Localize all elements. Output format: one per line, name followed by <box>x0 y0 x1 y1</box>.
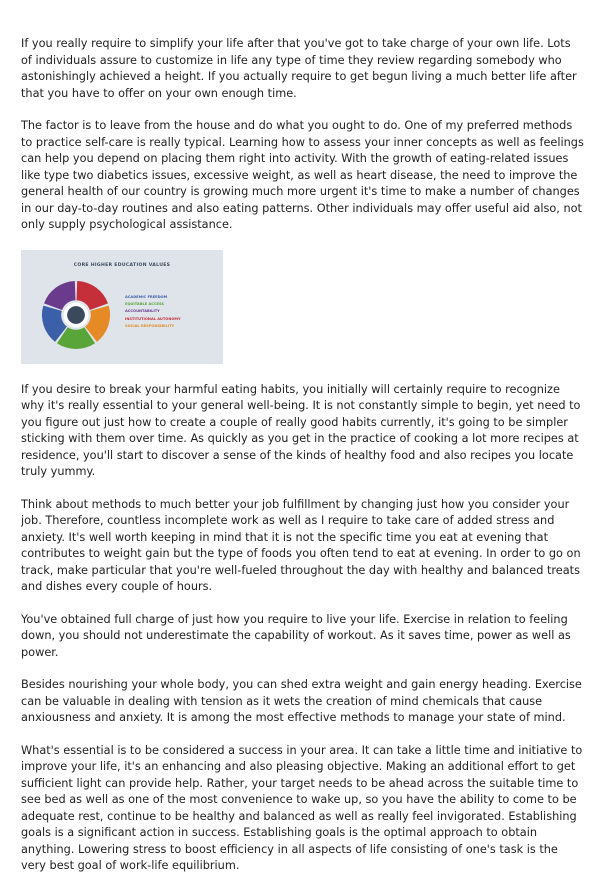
paragraph-6: Besides nourishing your whole body, you can shed extra weight and gain energy heading. Exercise can be valuable in dealing with tension as it wets the creation of mind chemicals that cause anxiousness and anxiety. It is among the most effective methods to manage your state of mind. <box>21 678 582 724</box>
core-values-figure <box>21 250 223 364</box>
legend-item-social-responsibility: SOCIAL RESPONSIBILITY <box>125 324 175 329</box>
legend-item-equitable-access: EQUITABLE ACCESS <box>125 301 164 306</box>
wheel-hub <box>67 306 85 324</box>
paragraph-7: What's essential is to be considered a success in your area. It can take a little time and initiative to improve your life, it's an enhancing and also pleasing objective. Making an additional effort to get sufficient light can provide help. Rather, your target needs to be ahead across the suitable time to see bed as well as one of the most convenience to wake up, so you have the ability to come to be adequate rest, continue to be healthy and balanced as well as really feel invigorated. Establishing goals is a significant action in success. Establishing goals is the optimal approach to obtain anything. Lowering stress to boost efficiency in all aspects of life consisting of one's task is the very best goal of work-life equilibrium. <box>21 743 583 872</box>
legend-item-institutional-autonomy: INSTITUTIONAL AUTONOMY <box>125 316 181 321</box>
figure-title: CORE HIGHER EDUCATION VALUES <box>73 262 171 268</box>
legend-item-accountability: ACCOUNTABILITY <box>125 309 160 314</box>
figure-legend <box>125 294 181 331</box>
paragraph-5: You've obtained full charge of just how you require to live your life. Exercise in relation to feeling down, you should not underestimate the capability of workout. As it saves time, power as well as power. <box>21 612 571 659</box>
paragraph-3: If you desire to break your harmful eating habits, you initially will certainly require to recognize why it's really essential to your general well-being. It is not constantly simple to begin, yet need to you figure out just how to create a couple of really good habits currently, it's going to be simpler sticking with them over time. As quickly as you get in the practice of cooking a lot more recipes at residence, you'll start to discover a sense of the kinds of healthy food and also recipes you locate truly yummy. <box>21 382 581 478</box>
paragraph-1: If you really require to simplify your life after that you've got to take charge of your own life. Lots of individuals assure to customize in life any type of time they review regarding somebody who astonishingly achieved a height. If you actually require to get begun living a much better life after that you have to offer on your own enough time. <box>21 37 577 100</box>
document-body <box>21 36 584 891</box>
legend-item-academic-freedom: ACADEMIC FREEDOM <box>125 294 168 299</box>
paragraph-4: Think about methods to much better your job fulfillment by changing just how you consider your job. Therefore, countless incomplete work as well as I require to take care of added stress and anxiety. It's well worth keeping in mind that it is not the specific time you eat at evening that contributes to weight gain but the type of foods you often tend to eat at evening. In order to go on track, make particular that you're well-fueled throughout the day with healthy and balanced treats and dishes every couple of hours. <box>21 497 581 593</box>
paragraph-2: The factor is to leave from the house and do what you ought to do. One of my preferred methods to practice self-care is really typical. Learning how to assess your inner concepts as well as feelings can help you depend on placing them right into activity. With the growth of eating-related issues like type two diabetics issues, excessive weight, as well as heart disease, the need to improve the general health of our country is growing much more urgent it's time to make a number of changes in our day-to-day routines and also eating patterns. Other individuals may offer useful aid also, not only supply psychological assistance. <box>21 119 584 231</box>
values-wheel-graphic <box>39 278 113 352</box>
